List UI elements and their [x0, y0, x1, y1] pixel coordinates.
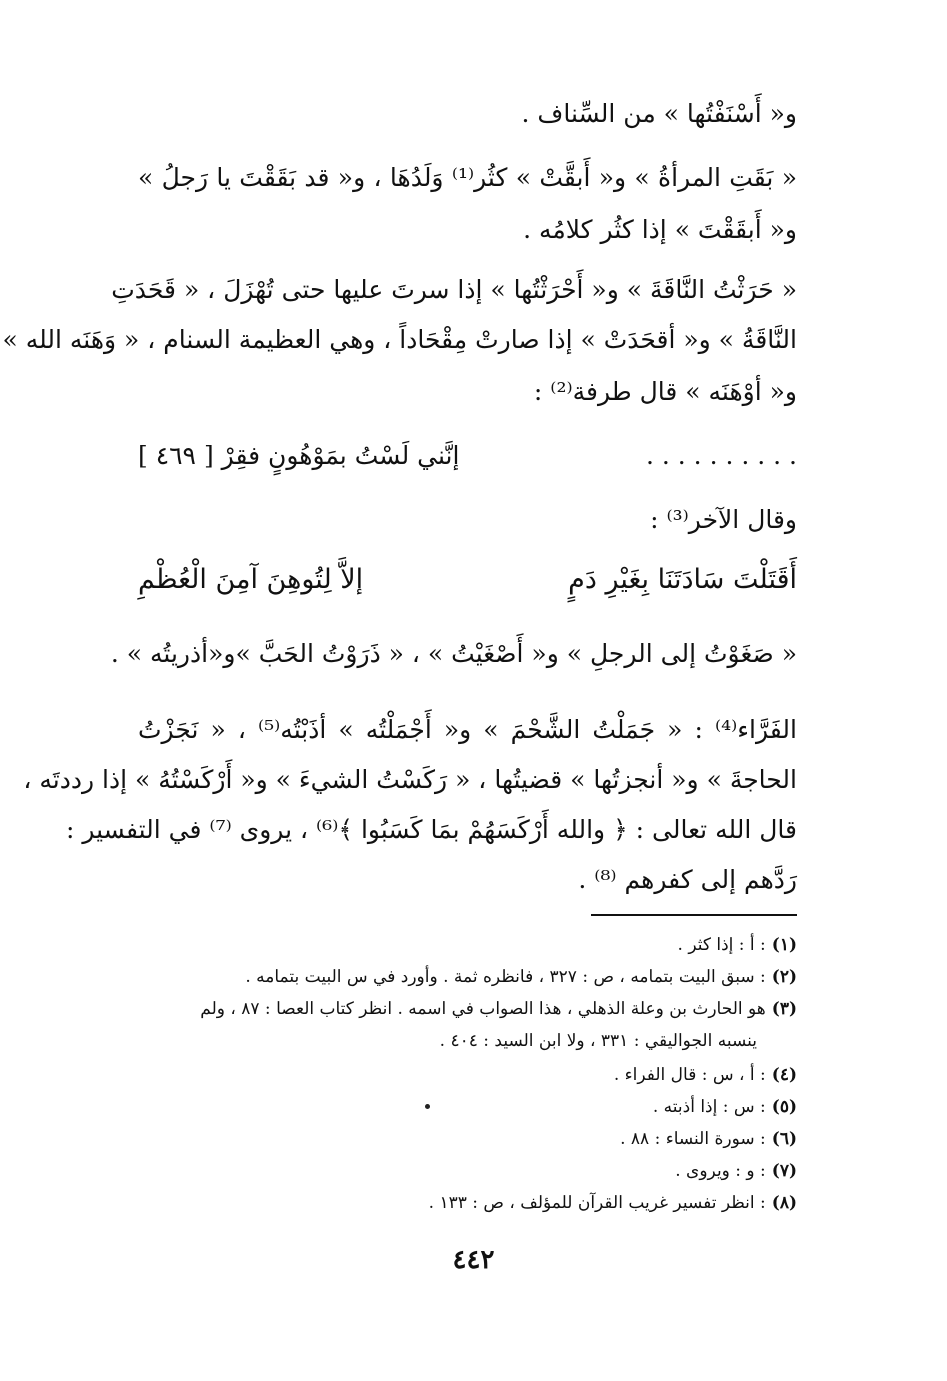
page-number: ٤٤٢ [452, 1245, 495, 1275]
footnote-3-continued [130, 1028, 757, 1054]
footnote-5 [130, 1094, 797, 1120]
footnote-text: هو الحارث بن وعلة الذهلي ، هذا الصواب في اسمه . انظر كتاب العصا : ٨٧ ، ولم [200, 999, 766, 1019]
body-line-5: النَّاقَةُ » و« أقحَدَتْ » إذا صارتْ مِقْحَاداً ، وهي العظيمة السنام ، « وَهَنَه الله » [2, 325, 797, 354]
footnote-1 [130, 932, 797, 958]
body-line-6: و« أوْهَنَه » قال طرفة⁽²⁾ : [533, 377, 797, 406]
verse2-right-hemistich: أَقَتَلْتَ سَادَتَنَا بِغَيْرِ دَمٍ [568, 564, 797, 595]
body-line-8: الحاجةَ » و« أنجزتُها » قضيتُها ، « رَكَسْتُ الشيءَ » و« أَرْكَسْتُهُ » إذا رددتَه ، [23, 765, 797, 794]
body-line-9: قال الله تعالى : ﴿ والله أَرْكَسَهُمْ بمَا كَسَبُوا ﴾⁽⁶⁾ ، يروى ⁽⁷⁾ في التفسير : [65, 815, 797, 844]
footnote-8 [130, 1190, 797, 1216]
footnote-text: : سبق البيت بتمامه ، ص : ٣٢٧ ، فانظره ثمة . وأورد في س البيت بتمامه . [245, 967, 766, 987]
body-line-3: و« أَبقَقْتَ » إذا كثُر كلامُه . [523, 215, 797, 244]
footnote-text: : أ ، س : قال الفراء . [613, 1065, 766, 1085]
footnote-4 [130, 1062, 797, 1088]
footnote-text: : سورة النساء : ٨٨ . [620, 1129, 766, 1149]
footnote-number: (٧) [771, 1161, 797, 1181]
body-line-10: رَدَّهم إلى كفرهم ⁽⁸⁾ . [578, 865, 797, 894]
footnote-7 [130, 1158, 797, 1184]
body-line-1: و« أَسْنَفْتُها » من السِّناف . [521, 99, 797, 128]
footnote-text: : و : ويروى . [675, 1161, 766, 1181]
footnote-number: (٤) [771, 1065, 797, 1085]
footnote-number: (٦) [771, 1129, 797, 1149]
footnote-text: : س : إذا أذبته . [652, 1097, 766, 1117]
footnote-separator [591, 914, 797, 916]
footnote-number: (٥) [771, 1097, 797, 1117]
footnote-text: ينسبه الجواليقي : ٣٣١ ، ولا ابن السيد : ٤٠٤ . [439, 1031, 757, 1051]
footnote-6 [130, 1126, 797, 1152]
body-line-2: « بَقَتِ المرأةُ » و« أَبقَّتْ » كثُر⁽¹⁾ وَلَدُهَا ، و« قد بَقَقْتَ يا رَجلُ » [138, 163, 797, 192]
body-line-7: الفَرَّاء⁽⁴⁾ : « جَمَلْتُ الشَّحْمَ » و« أَجْمَلْتُه » أذَبْتُه⁽⁵⁾ ، « نَجَزْتُ [138, 715, 797, 744]
body-line-after-verse2: « صَغَوْتُ إلى الرجلِ » و« أَصْغَيْتُ » ، « ذَرَوْتُ الحَبَّ »و«أذريتُه » . [110, 639, 797, 668]
footnote-number: (١) [771, 935, 797, 955]
body-line-4: « حَرَثْتُ النَّاقَةَ » و« أَحْرَثْتُها » إذا سرتَ عليها حتى تُهْزَلَ ، « قَحَدَتِ [111, 275, 797, 304]
footnote-number: (٨) [771, 1193, 797, 1213]
stray-ink-dot [425, 1104, 430, 1109]
footnote-number: (٣) [771, 999, 797, 1019]
footnote-number: (٢) [771, 967, 797, 987]
verse1-dots: . . . . . . . . . . [646, 441, 797, 470]
footnote-2 [130, 964, 797, 990]
footnote-3 [130, 996, 797, 1022]
footnote-text: : انظر تفسير غريب القرآن للمؤلف ، ص : ١٣٣ . [428, 1193, 766, 1213]
verse1-hemistich: إنَّني لَسْتُ بمَوْهُونٍ فقِرْ [ ٤٦٩ ] [138, 441, 460, 470]
body-line-after-verse1: وقال الآخر⁽³⁾ : [650, 505, 797, 534]
footnote-text: : أ : إذا كثر . [677, 935, 766, 955]
verse2-left-hemistich: إلاَّ لِتُوهِنَ آمِنَ الْعُظْمِ [138, 564, 364, 595]
